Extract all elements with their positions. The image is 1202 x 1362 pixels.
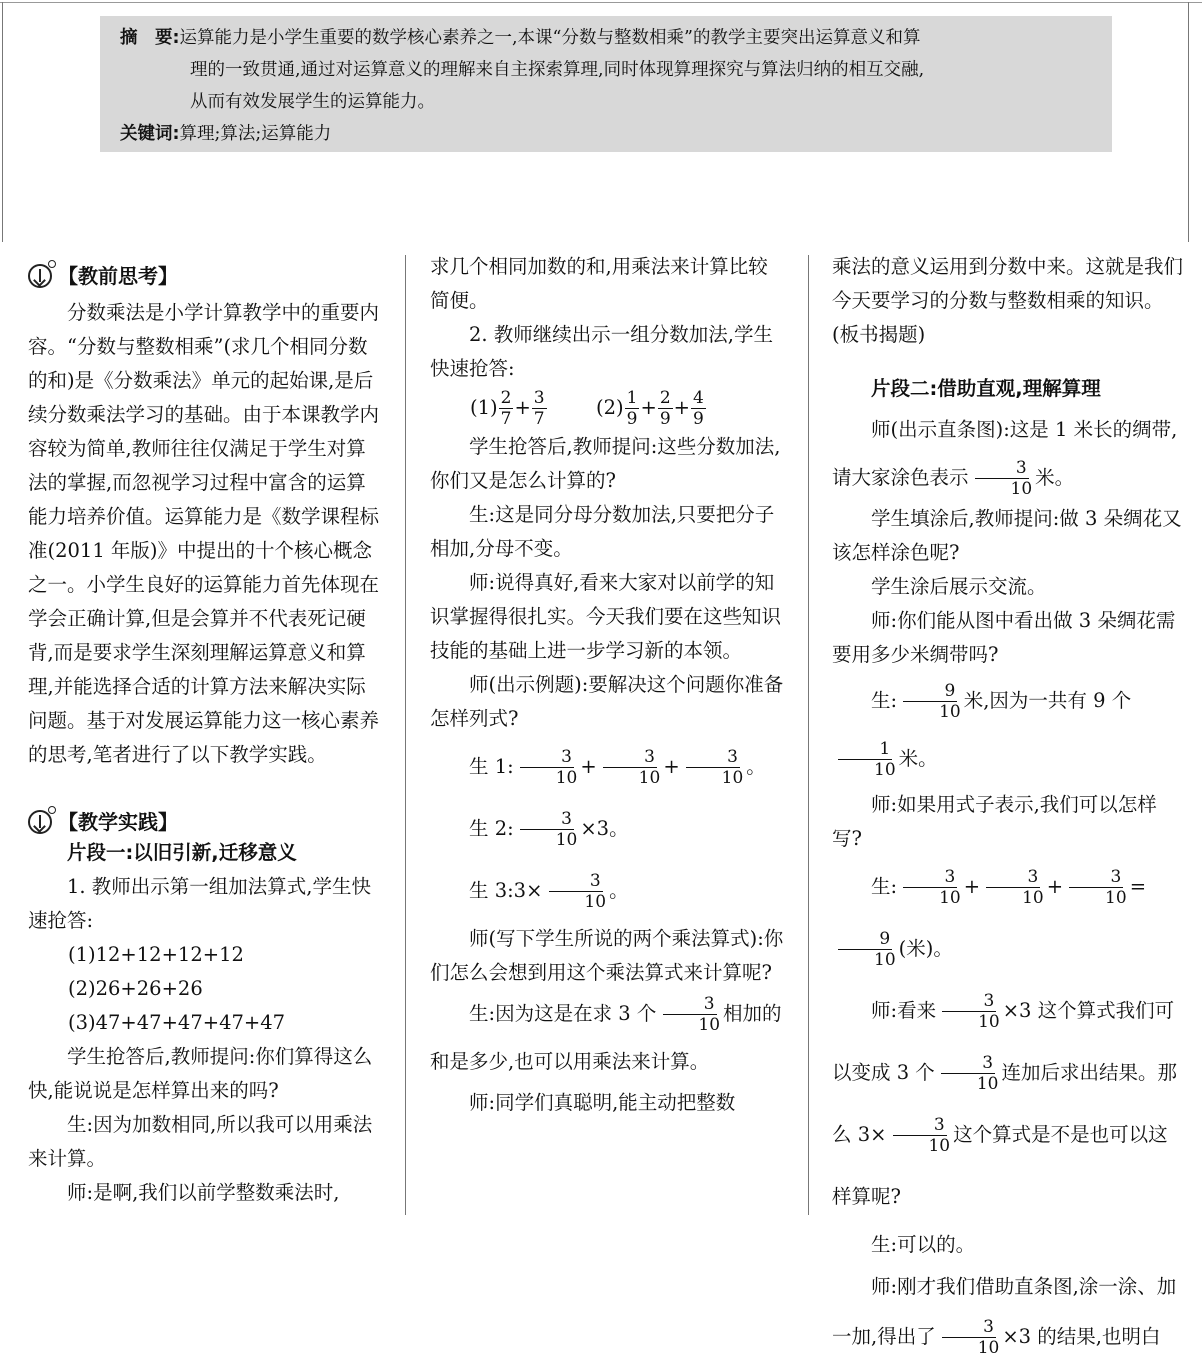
fraction: $\frac{3}{10}$	[681, 747, 746, 788]
paragraph: 生:因为这是在求 3 个 $\frac{3}{10}$ 相加的和是多少,也可以用乘法来计算。	[430, 994, 782, 1073]
paragraph: 师:你们能从图中看出做 3 朵绸花需要用多少米绸带吗?	[832, 609, 1176, 666]
fraction: $\frac{3}{10}$	[970, 458, 1035, 499]
section-heading-pre-thinking: 【教前思考】	[28, 256, 384, 296]
paragraph: 分数乘法是小学计算教学中的重要内容。“分数与整数相乘”(求几个相同分数的和)是《分数乘法》单元的起始课,是后续分数乘法学习的基础。由于本课教学内容较为简单,教师往往仅满足于学生对算法的掌握,而忽视学习过程中富含的运算能力培养价值。运算能力是《数学课程标准(2011 年版)》中提出的十个核心概念之一。小学生良好的运算能力首先体现在学会正确计算,但是会算并不代表死记硬背,而是要求学生深刻理解运算意义和算理,并能选择合适的计算方法来解决实际问题。基于对发展运算能力这一核心素养的思考,笔者进行了以下教学实践。	[28, 301, 380, 766]
abstract-label: 摘 要:	[120, 28, 180, 48]
keywords-line	[120, 118, 1098, 150]
column-3	[832, 250, 1184, 1362]
paragraph: 1. 教师出示第一组加法算式,学生快速抢答:	[28, 875, 372, 932]
abstract-line-1: 摘 要:运算能力是小学生重要的数学核心素养之一,本课“分数与整数相乘”的教学主要突出运算意义和算	[120, 28, 921, 48]
paragraph: 生:这是同分母分数加法,只要把分子相加,分母不变。	[430, 503, 775, 560]
fraction: $\frac{4}{9}$	[693, 388, 704, 429]
fraction: $\frac{9}{10}$	[898, 681, 963, 722]
fraction: $\frac{3}{10}$	[936, 1053, 1001, 1094]
fraction: $\frac{1}{9}$	[626, 388, 638, 429]
equation-line: (1)12+12+12+12(2)26+26+26	[68, 943, 244, 1000]
fraction: $\frac{3}{7}$	[533, 388, 545, 429]
fraction: $\frac{3}{10}$	[657, 994, 722, 1035]
paragraph: 师:是啊,我们以前学整数乘法时,	[67, 1181, 340, 1204]
abstract-box	[100, 16, 1112, 152]
abstract-line-2: 理的一致贯通,通过对运算意义的理解来自主探索算理,同时体现算理探究与算法归纳的相互交融,	[190, 60, 925, 80]
keywords: 算理;算法;运算能力	[179, 124, 332, 144]
fraction: $\frac{2}{7}$	[500, 388, 512, 429]
paragraph: 师(出示直条图):这是 1 米长的绸带,请大家涂色表示 $\frac{3}{10}$ 米。	[832, 418, 1178, 499]
fraction: $\frac{3}{10}$	[898, 867, 963, 908]
abstract-line-3: 从而有效发展学生的运算能力。	[190, 92, 435, 112]
fraction: $\frac{3}{10}$	[598, 747, 663, 788]
fraction: $\frac{3}{10}$	[981, 867, 1046, 908]
paragraph: 学生抢答后,教师提问:你们算得这么快,能说说是怎样算出来的吗?	[28, 1045, 373, 1102]
left-margin-line	[2, 2, 3, 242]
column-2	[430, 250, 786, 1120]
keywords-label: 关键词:	[120, 124, 180, 144]
fraction: $\frac{3}{10}$	[543, 871, 608, 912]
paragraph: 师:如果用式子表示,我们可以怎样写?	[832, 793, 1157, 850]
paragraph: 师:看来 $\frac{3}{10}$ ×3 这个算式我们可以变成 3 个 $\frac{3}{10}$ 连加后求出结果。那么 3× $\frac{3}{10}$ 这个算式是不是也可以这样算呢?	[832, 991, 1177, 1208]
segment-title: 片段二:借助直观,理解算理	[871, 377, 1101, 400]
student-3-equation: 生 3:3× $\frac{3}{10}$ 。	[469, 871, 629, 912]
paragraph: 乘法的意义运用到分数中来。这就是我们今天要学习的分数与整数相乘的知识。(板书揭题)	[832, 255, 1184, 346]
segment-title: 片段一:以旧引新,迁移意义	[67, 841, 297, 864]
paragraph: 生:因为加数相同,所以我可以用乘法来计算。	[28, 1113, 373, 1170]
paragraph: 师(出示例题):要解决这个问题你准备怎样列式?	[430, 673, 784, 730]
equation-line: (3)47+47+47+47+47	[68, 1011, 286, 1034]
paragraph: 师:说得真好,看来大家对以前学的知识掌握得很扎实。今天我们要在这些知识技能的基础上进一步学习新的本领。	[430, 571, 782, 662]
column-1	[28, 256, 384, 1210]
paragraph: 师:同学们真聪明,能主动把整数	[469, 1091, 736, 1114]
paragraph: 生:可以的。	[871, 1233, 976, 1256]
fraction: $\frac{3}{10}$	[937, 991, 1002, 1032]
fraction: $\frac{3}{10}$	[937, 1317, 1002, 1358]
fraction: $\frac{3}{10}$	[515, 809, 580, 850]
down-arrow-circle-icon	[28, 810, 52, 834]
paragraph: 求几个相同加数的和,用乘法来计算比较简便。	[430, 255, 768, 312]
paragraph: 师(写下学生所说的两个乘法算式):你们怎么会想到用这个乘法算式来计算呢?	[430, 927, 784, 984]
paragraph: 学生填涂后,教师提问:做 3 朵绸花又该怎样涂色呢?	[832, 507, 1182, 564]
section-heading-practice: 【教学实践】	[28, 802, 384, 842]
student-2-equation: 生 2: $\frac{3}{10}$ ×3。	[469, 809, 629, 850]
fraction: $\frac{3}{10}$	[515, 747, 580, 788]
column-divider-2	[808, 255, 809, 1215]
paragraph: 生: $\frac{9}{10}$ 米,因为一共有 9 个 $\frac{1}{10}$ 米。	[832, 672, 1184, 788]
down-arrow-circle-icon	[28, 264, 52, 288]
paragraph: 学生抢答后,教师提问:这些分数加法,你们又是怎么计算的?	[430, 435, 781, 492]
student-1-equation: 生 1: $\frac{3}{10}$ + $\frac{3}{10}$ + $\frac{3}{10}$ 。	[469, 747, 766, 788]
paragraph: 师:刚才我们借助直条图,涂一涂、加一加,得出了 $\frac{3}{10}$ ×3 的结果,也明白	[832, 1275, 1177, 1358]
equation-line: 生: $\frac{3}{10}$ + $\frac{3}{10}$ + $\frac{3}{10}$ = $\frac{9}{10}$ (米)。	[832, 856, 1184, 980]
right-margin-line	[1188, 2, 1189, 242]
fraction: $\frac{3}{10}$	[1064, 867, 1129, 908]
paragraph: 学生涂后展示交流。	[871, 575, 1047, 598]
top-rule	[0, 2, 1202, 3]
fraction: $\frac{3}{10}$	[887, 1115, 952, 1156]
fraction-addition-line: (1) $\frac{2}{7}$ + $\frac{3}{7}$ (2) $\frac{1}{9}$ + $\frac{2}{9}$ + $\frac{4}{9}$	[470, 388, 704, 429]
column-divider-1	[405, 255, 406, 1215]
fraction: $\frac{1}{10}$	[833, 739, 898, 780]
fraction: $\frac{2}{9}$	[659, 388, 671, 429]
paragraph: 2. 教师继续出示一组分数加法,学生快速抢答:	[430, 323, 774, 380]
fraction: $\frac{9}{10}$	[833, 929, 898, 970]
